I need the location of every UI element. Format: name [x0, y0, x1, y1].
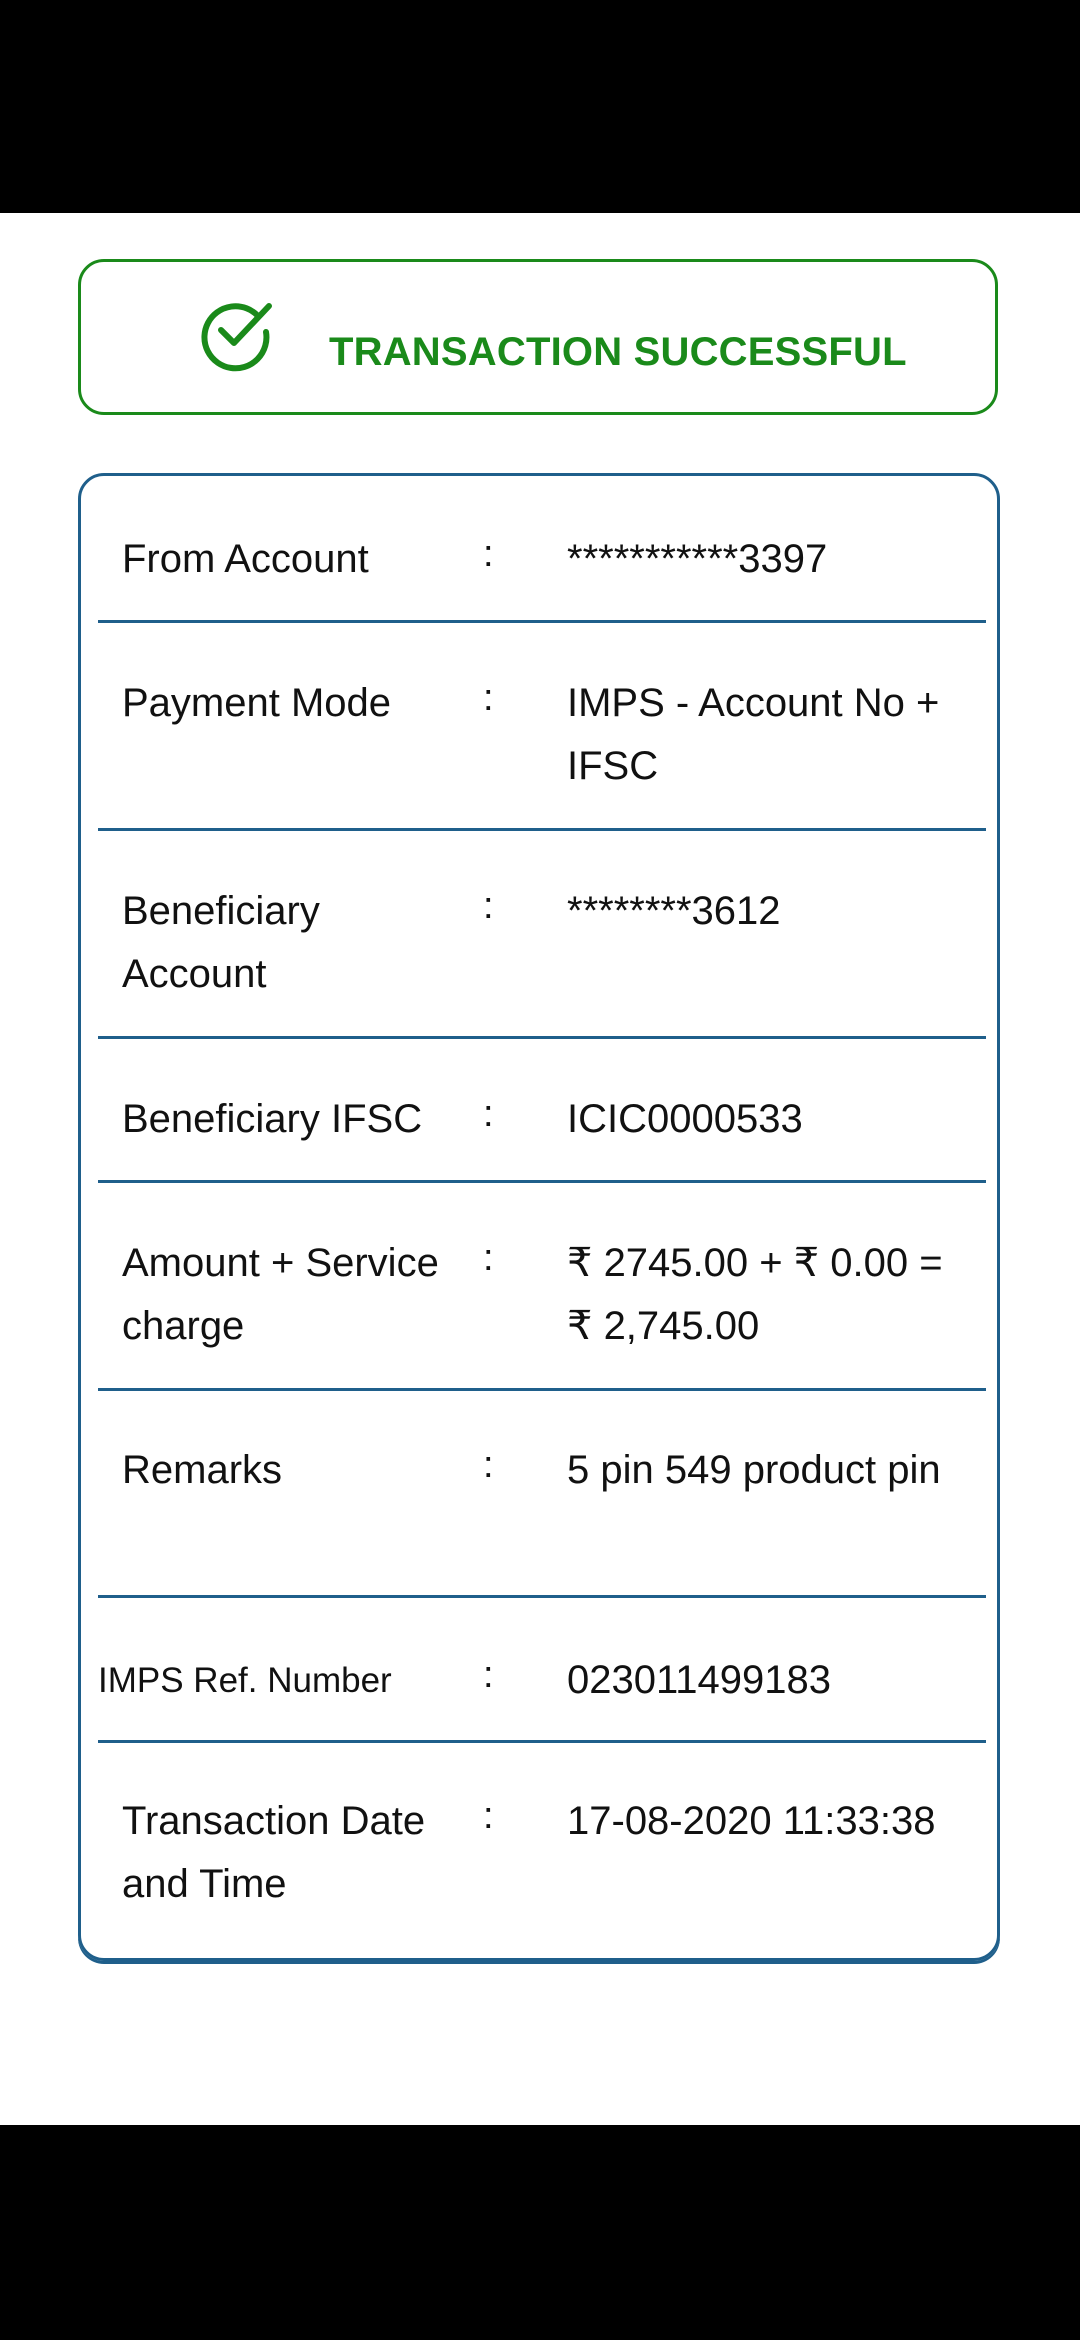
detail-value: IMPS - Account No + IFSC: [567, 681, 940, 788]
row-divider: [98, 1036, 986, 1039]
detail-value: 5 pin 549 product pin: [567, 1448, 941, 1492]
detail-value: 17-08-2020 11:33:38: [567, 1799, 936, 1843]
detail-label: Beneficiary IFSC: [122, 1097, 423, 1141]
row-divider: [98, 1180, 986, 1183]
detail-label: Transaction Date and Time: [122, 1799, 426, 1906]
transaction-receipt-screen: [0, 213, 1080, 2125]
transaction-details-card: [78, 473, 1000, 1961]
detail-value: ********3612: [567, 889, 781, 933]
detail-value: ₹ 2745.00 + ₹ 0.00 = ₹ 2,745.00: [567, 1241, 943, 1348]
detail-separator: :: [483, 677, 494, 719]
detail-value: ICIC0000533: [567, 1097, 803, 1141]
detail-separator: :: [483, 1654, 494, 1696]
detail-value: 023011499183: [567, 1658, 831, 1702]
detail-separator: :: [483, 1237, 494, 1279]
transaction-status-text: TRANSACTION SUCCESSFUL: [329, 330, 907, 374]
row-divider: [98, 828, 986, 831]
check-circle-icon: [196, 292, 276, 372]
detail-separator: :: [483, 1093, 494, 1135]
detail-label: Amount + Service charge: [122, 1241, 439, 1348]
transaction-status-banner: [78, 259, 998, 415]
row-divider: [98, 1740, 986, 1743]
detail-label: Payment Mode: [122, 681, 392, 725]
detail-value: ***********3397: [567, 537, 828, 581]
detail-label: Remarks: [122, 1448, 283, 1492]
detail-label: From Account: [122, 537, 369, 581]
detail-separator: :: [483, 1795, 494, 1837]
row-divider: [98, 620, 986, 623]
detail-separator: :: [483, 1444, 494, 1486]
row-divider: [98, 1595, 986, 1598]
detail-label: IMPS Ref. Number: [98, 1661, 392, 1700]
row-divider: [98, 1388, 986, 1391]
detail-separator: :: [483, 533, 494, 575]
detail-separator: :: [483, 885, 494, 927]
detail-label: Beneficiary Account: [122, 889, 320, 996]
